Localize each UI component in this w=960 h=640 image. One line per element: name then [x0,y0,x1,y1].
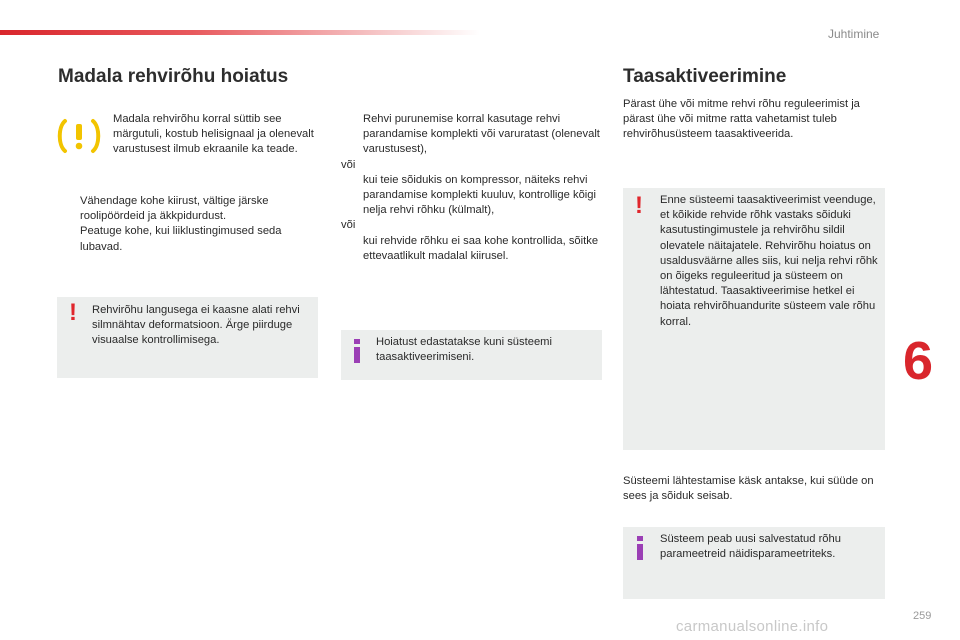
middle-info-text: Hoiatust edastatakse kuni süsteemi taasaktiveerimiseni. [376,336,552,364]
left-title: Madala rehvirõhu hoiatus [58,66,289,87]
section-label: Juhtimine [828,27,880,41]
right-reset-text: Süsteemi lähtestamise käsk antakse, kui süüde on sees ja sõiduk seisab. [623,475,874,503]
exclamation-icon: ! [69,299,77,326]
chapter-number: 6 [903,331,934,391]
left-bullet-list [58,194,320,255]
watermark: carmanualsonline.info [676,618,829,635]
exclamation-icon: ! [635,192,643,219]
header-accent-bar [0,30,480,35]
right-intro: Pärast ühe või mitme rehvi rõhu reguleerimist ja pärast ühe või mitme ratta vahetamist tuleb rehvirõhusüsteem taasaktiveerida. [623,98,860,141]
list-item [341,173,603,219]
list-item [58,224,320,254]
bullet-text: Peatuge kohe, kui liiklustingimused seda lubavad. [80,225,282,253]
left-warning-box [57,297,318,378]
bullet-text: kui teie sõidukis on kompressor, näiteks rehvi parandamise komplekti kuuluv, kontrollige kõigi nelja rehvi rõhku (külmalt), [363,173,596,217]
left-warning-text: Rehvirõhu langusega ei kaasne alati rehvi silmnähtav deformatsioon. Ärge piirduge visuaalse kontrollimisega. [92,304,300,347]
list-item [341,112,603,158]
list-item [58,194,320,224]
info-icon [635,536,645,565]
bullet-text: Rehvi purunemise korral kasutage rehvi parandamise komplekti või varuratast (olenevalt varustusest), [363,113,600,156]
left-intro: Madala rehvirõhu korral süttib see märgutuli, kostub helisignaal ja olenevalt varustusest ilmub ekraanile ka teade. [113,113,314,156]
bullet-text: kui rehvide rõhku ei saa kohe kontrollida, sõitke ettevaatlikult madalal kiirusel. [363,234,599,262]
right-warning-box [623,188,885,450]
or-separator: või [341,219,356,232]
right-title: Taasaktiveerimine [623,66,787,87]
low-pressure-warning-icon [56,117,102,160]
list-item [341,234,603,264]
page-number: 259 [913,610,932,622]
bullet-text: Vähendage kohe kiirust, vältige järske roolipöördeid ja äkkpidurdust. [80,195,269,223]
or-separator: või [341,158,356,171]
right-info-box [623,527,885,599]
middle-instructions [341,112,603,264]
info-icon [352,339,362,368]
right-info-text: Süsteem peab uusi salvestatud rõhu parameetreid näidisparameetriteks. [660,533,841,561]
middle-info-box [341,330,602,380]
right-warning-text: Enne süsteemi taasaktiveerimist veenduge, et kõikide rehvide rõhk vastaks sõiduki kasutustingimustele ja rehvirõhu sildil olevatele näitajatele. Rehvirõhu hoiatus on usaldusväärne alles siis, kui nelja rehvi rõhk on õigeks reguleeritud ja süsteem on lähtestatud. Taasaktiveerimise hetkel ei hoiata rehvirõhuandurite süsteem vale rõhu korral. [660,194,878,328]
